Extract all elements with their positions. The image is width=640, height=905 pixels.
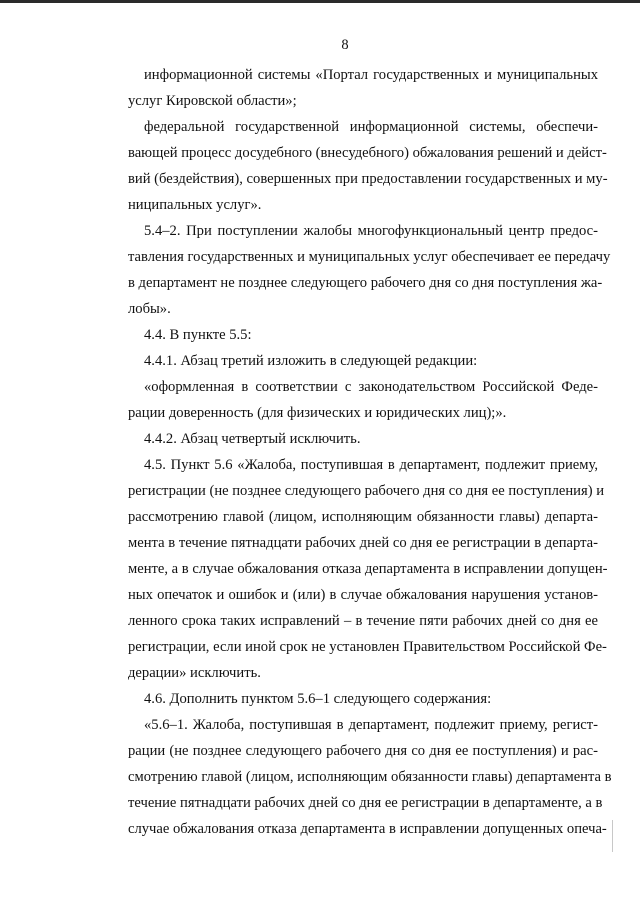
- text-line: мента в течение пятнадцати рабочих дней со дня ее регистрации в департа-: [128, 535, 598, 551]
- text-line: лобы».: [128, 301, 171, 317]
- text-line: рации доверенность (для физических и юридических лиц);».: [128, 405, 507, 421]
- page-number: 8: [341, 37, 349, 53]
- text-line: тавления государственных и муниципальных услуг обеспечивает ее передачу: [128, 249, 611, 265]
- text-line: рассмотрению главой (лицом, исполняющим обязанности главы) департа-: [128, 509, 598, 525]
- text-line: ных опечаток и ошибок и (или) в случае обжалования нарушения установ-: [128, 587, 598, 603]
- text-line: смотрению главой (лицом, исполняющим обязанности главы) департамента в: [128, 769, 612, 785]
- text-line: менте, а в случае обжалования отказа департамента в исправлении допущен-: [128, 561, 608, 577]
- text-line: «5.6–1. Жалоба, поступившая в департамент, подлежит приему, регист-: [144, 717, 598, 733]
- text-line: вий (бездействия), совершенных при предоставлении государственных и му-: [128, 171, 608, 187]
- text-line: вающей процесс досудебного (внесудебного) обжалования решений и дейст-: [128, 145, 607, 161]
- scan-margin-mark: [612, 820, 613, 852]
- text-line: федеральной государственной информационной системы, обеспечи-: [144, 119, 598, 135]
- text-line: регистрации (не позднее следующего рабочего дня со дня ее поступления) и: [128, 483, 605, 499]
- text-line: рации (не позднее следующего рабочего дня со дня ее поступления) и рас-: [128, 743, 598, 759]
- text-line: 4.4. В пункте 5.5:: [144, 327, 252, 343]
- text-line: случае обжалования отказа департамента в исправлении допущенных опеча-: [128, 821, 607, 837]
- text-line: 4.4.1. Абзац третий изложить в следующей редакции:: [144, 353, 478, 369]
- scan-top-border: [0, 0, 640, 3]
- text-line: регистрации, если иной срок не установлен Правительством Российской Фе-: [128, 639, 607, 655]
- text-line: «оформленная в соответствии с законодательством Российской Феде-: [144, 379, 598, 395]
- text-line: дерации» исключить.: [128, 665, 261, 681]
- text-line: течение пятнадцати рабочих дней со дня ее регистрации в департаменте, а в: [128, 795, 603, 811]
- text-line: услуг Кировской области»;: [128, 93, 297, 109]
- text-line: ленного срока таких исправлений – в течение пяти рабочих дней со дня ее: [128, 613, 598, 629]
- text-line: 5.4–2. При поступлении жалобы многофункциональный центр предос-: [144, 223, 598, 239]
- text-line: 4.4.2. Абзац четвертый исключить.: [144, 431, 361, 447]
- text-line: в департамент не позднее следующего рабочего дня со дня поступления жа-: [128, 275, 603, 291]
- text-line: информационной системы «Портал государственных и муниципальных: [144, 67, 598, 83]
- text-line: ниципальных услуг».: [128, 197, 262, 213]
- text-line: 4.5. Пункт 5.6 «Жалоба, поступившая в департамент, подлежит приему,: [144, 457, 598, 473]
- text-line: 4.6. Дополнить пунктом 5.6–1 следующего содержания:: [144, 691, 492, 707]
